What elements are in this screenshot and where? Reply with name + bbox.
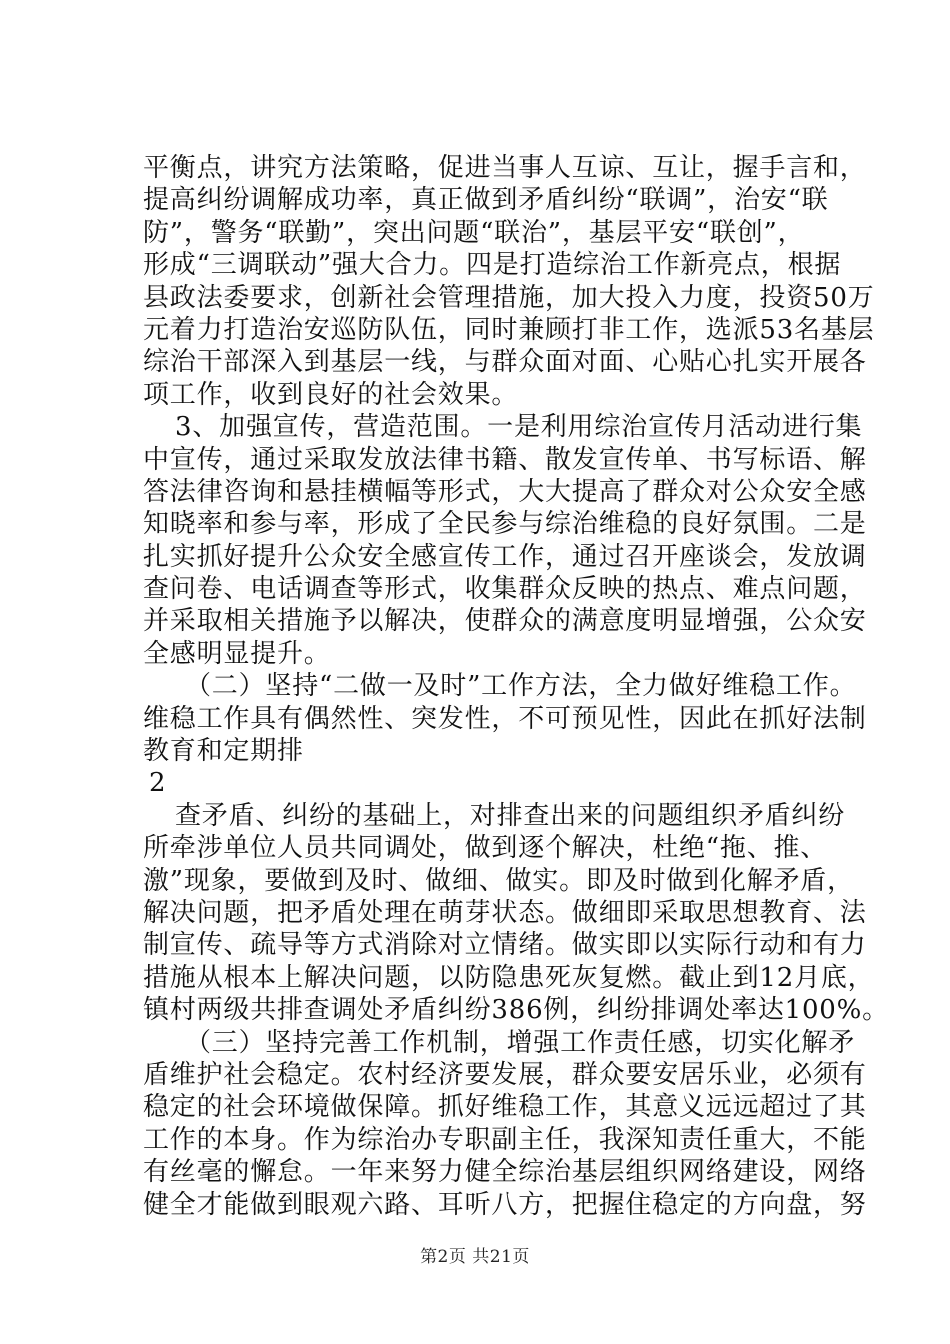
text-line: 解决问题，把矛盾处理在萌芽状态。做细即采取思想教育、法 (143, 897, 867, 928)
text-line: 工作的本身。作为综治办专职副主任，我深知责任重大，不能 (143, 1124, 867, 1155)
text-line: 项工作，收到良好的社会效果。 (143, 379, 519, 410)
section-heading-line: （二）坚持“二做一及时”工作方法，全力做好维稳工作。 (185, 671, 857, 702)
text-line: 激”现象，要做到及时、做细、做实。即及时做到化解矛盾， (143, 865, 854, 896)
text-line: 维稳工作具有偶然性、突发性，不可预见性，因此在抓好法制 (143, 703, 867, 734)
text-line: 元着力打造治安巡防队伍，同时兼顾打非工作，选派53名基层 (143, 314, 875, 345)
text-line: 综治干部深入到基层一线，与群众面对面、心贴心扎实开展各 (143, 347, 867, 378)
text-line: 中宣传，通过采取发放法律书籍、散发宣传单、书写标语、解 (143, 444, 867, 475)
paragraph-start-line: 3、加强宣传，营造范围。一是利用综治宣传月活动进行集 (175, 412, 863, 443)
text-line: 县政法委要求，创新社会管理措施，加大投入力度，投资50万 (143, 282, 875, 313)
paragraph-start-line: 查矛盾、纠纷的基础上，对排查出来的问题组织矛盾纠纷 (175, 800, 846, 831)
text-line: 所牵涉单位人员共同调处，做到逐个解决，杜绝“拖、推、 (143, 833, 828, 864)
text-line: 有丝毫的懈怠。一年来努力健全综治基层组织网络建设，网络 (143, 1157, 867, 1188)
text-line: 健全才能做到眼观六路、耳听八方，把握住稳定的方向盘，努 (143, 1189, 867, 1220)
text-line: 查问卷、电话调查等形式，收集群众反映的热点、难点问题， (143, 574, 867, 605)
text-line: 防”，警务“联勤”，突出问题“联治”，基层平安“联创”， (143, 217, 805, 248)
text-line: 形成“三调联动”强大合力。四是打造综治工作新亮点，根据 (143, 250, 842, 281)
text-line: 稳定的社会环境做保障。抓好维稳工作，其意义远远超过了其 (143, 1092, 867, 1123)
text-line: 盾维护社会稳定。农村经济要发展，群众要安居乐业，必须有 (143, 1059, 867, 1090)
document-body (143, 152, 889, 1221)
text-line: 答法律咨询和悬挂横幅等形式，大大提高了群众对公众安全感 (143, 476, 867, 507)
text-line: 并采取相关措施予以解决，使群众的满意度明显增强，公众安 (143, 606, 867, 637)
text-line: 教育和定期排 (143, 736, 304, 767)
text-line: 平衡点，讲究方法策略，促进当事人互谅、互让，握手言和， (143, 153, 867, 183)
page-footer: 第2页 共21页 (420, 1247, 530, 1267)
text-line: 措施从根本上解决问题，以防隐患死灰复燃。截止到12月底， (143, 962, 875, 993)
section-heading-line: （三）坚持完善工作机制，增强工作责任感，切实化解矛 (185, 1027, 856, 1058)
text-line: 制宣传、疏导等方式消除对立情绪。做实即以实际行动和有力 (143, 930, 867, 961)
inline-page-number: 2 (149, 768, 167, 799)
text-line: 提高纠纷调解成功率，真正做到矛盾纠纷“联调”，治安“联 (143, 185, 829, 216)
text-line: 全感明显提升。 (143, 638, 331, 669)
text-line: 知晓率和参与率，形成了全民参与综治维稳的良好氛围。二是 (143, 509, 867, 540)
text-line: 扎实抓好提升公众安全感宣传工作，通过召开座谈会，发放调 (143, 541, 867, 572)
text-line: 镇村两级共排查调处矛盾纠纷386例，纠纷排调处率达100%。 (143, 995, 889, 1026)
